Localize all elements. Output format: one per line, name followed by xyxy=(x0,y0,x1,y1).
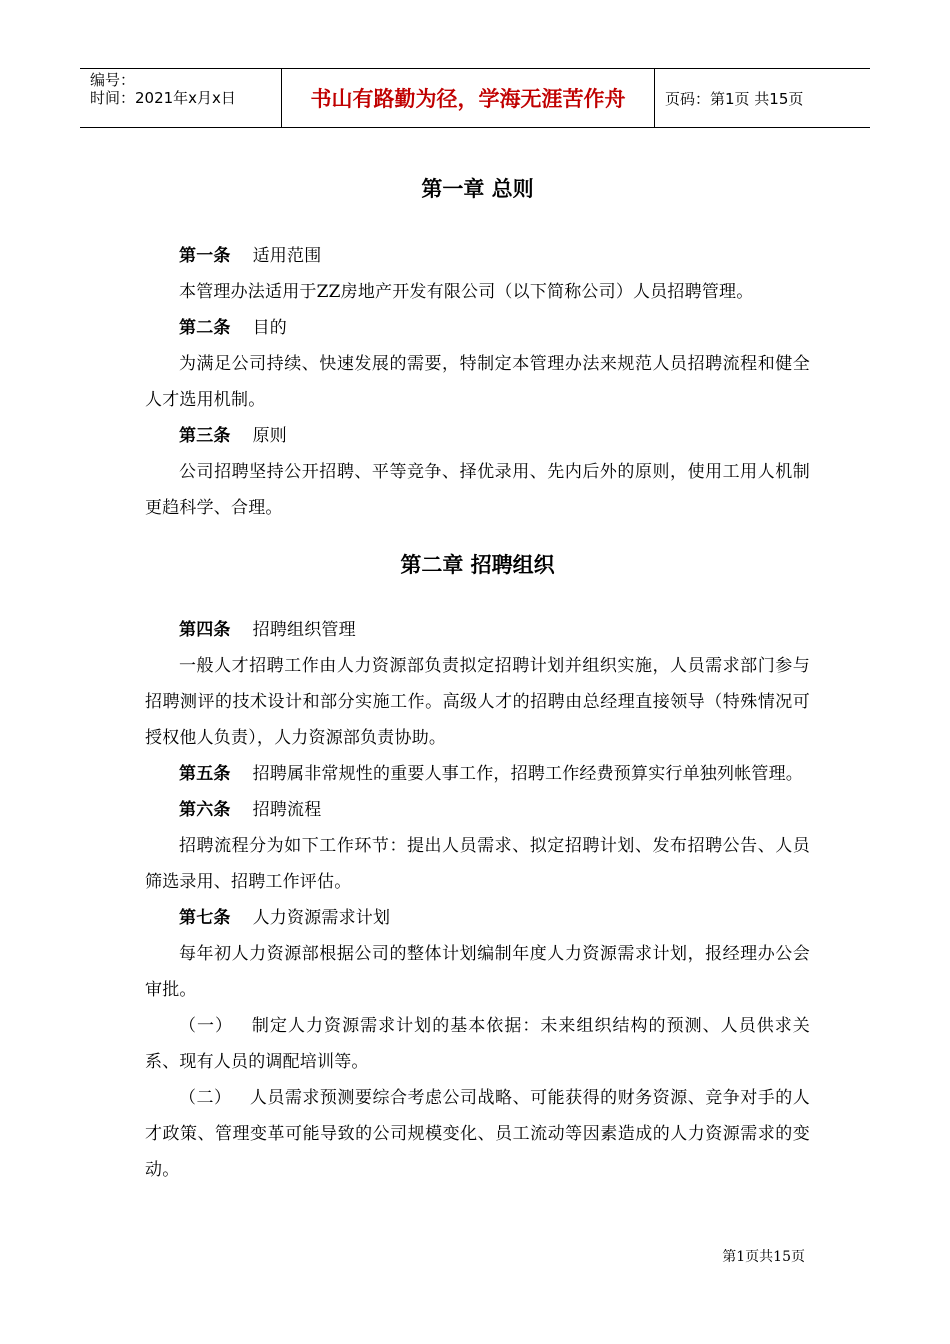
item-2-body: 人员需求预测要综合考虑公司战略、可能获得的财务资源、竞争对手的人才政策、管理变革可能导致的公司规模变化、员工流动等因素造成的人力资源需求的变动。 xyxy=(145,1088,810,1180)
article-5-label: 第五条 xyxy=(179,764,231,784)
article-4-label: 第四条 xyxy=(179,620,231,640)
article-3-heading xyxy=(145,418,810,454)
article-2-label: 第二条 xyxy=(179,318,231,338)
document-header xyxy=(80,68,870,128)
header-time: 时间：2021年x月x日 xyxy=(90,89,236,107)
item-1-body: 制定人力资源需求计划的基本依据：未来组织结构的预测、人员供求关系、现有人员的调配培训等。 xyxy=(145,1016,810,1072)
header-meta xyxy=(80,69,282,127)
article-1-title: 适用范围 xyxy=(252,246,322,266)
article-7-heading xyxy=(145,900,810,936)
article-6-body: 招聘流程分为如下工作环节：提出人员需求、拟定招聘计划、发布招聘公告、人员筛选录用、招聘工作评估。 xyxy=(145,836,810,892)
header-page-info: 页码：第1页 共15页 xyxy=(665,89,804,108)
article-3-label: 第三条 xyxy=(179,426,231,446)
article-4-title: 招聘组织管理 xyxy=(252,620,356,640)
article-3-title: 原则 xyxy=(252,426,288,446)
article-2-body: 为满足公司持续、快速发展的需要，特制定本管理办法来规范人员招聘流程和健全人才选用机制。 xyxy=(145,354,810,410)
article-7-label: 第七条 xyxy=(179,908,231,928)
article-1-label: 第一条 xyxy=(179,246,231,266)
article-5 xyxy=(145,756,810,792)
article-6-label: 第六条 xyxy=(179,800,231,820)
page-footer: 第1页共15页 xyxy=(722,1249,805,1265)
article-2-heading xyxy=(145,310,810,346)
article-1-heading xyxy=(145,238,810,274)
document-body xyxy=(145,160,810,1188)
header-motto: 书山有路勤为径，学海无涯苦作舟 xyxy=(282,69,655,127)
chapter-1-title: 第一章 总则 xyxy=(421,177,534,201)
article-6-title: 招聘流程 xyxy=(252,800,322,820)
article-7-body: 每年初人力资源部根据公司的整体计划编制年度人力资源需求计划，报经理办公会审批。 xyxy=(145,944,810,1000)
article-7-item-2 xyxy=(145,1080,810,1188)
article-1-body: 本管理办法适用于ZZ房地产开发有限公司（以下简称公司）人员招聘管理。 xyxy=(179,282,754,302)
article-5-body: 招聘属非常规性的重要人事工作，招聘工作经费预算实行单独列帐管理。 xyxy=(252,764,804,784)
chapter-2-title: 第二章 招聘组织 xyxy=(400,553,555,577)
article-7-title: 人力资源需求计划 xyxy=(252,908,391,928)
article-3-body: 公司招聘坚持公开招聘、平等竞争、择优录用、先内后外的原则，使用工用人机制更趋科学、合理。 xyxy=(145,462,810,518)
article-2-title: 目的 xyxy=(252,318,288,338)
article-4-body: 一般人才招聘工作由人力资源部负责拟定招聘计划并组织实施，人员需求部门参与招聘测评的技术设计和部分实施工作。高级人才的招聘由总经理直接领导（特殊情况可授权他人负责），人力资源部负责协助。 xyxy=(145,656,810,748)
item-2-label: （二） xyxy=(179,1088,232,1108)
article-6-heading xyxy=(145,792,810,828)
item-1-label: （一） xyxy=(179,1016,234,1036)
article-4-heading xyxy=(145,612,810,648)
header-number: 编号： xyxy=(90,71,136,89)
article-7-item-1 xyxy=(145,1008,810,1080)
